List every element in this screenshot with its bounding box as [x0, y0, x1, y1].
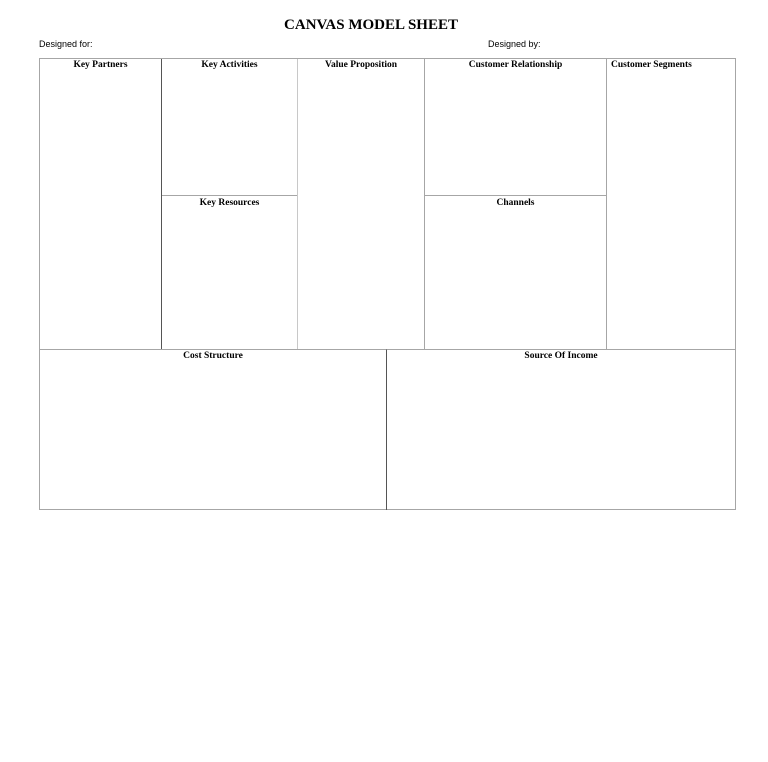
channels-heading: Channels: [496, 198, 535, 208]
key-partners-block[interactable]: [40, 59, 162, 350]
canvas-grid: [39, 58, 736, 510]
designed-by-label: Designed by:: [488, 39, 541, 49]
key-activities-block[interactable]: [162, 59, 297, 196]
value-proposition-block[interactable]: [297, 59, 425, 350]
customer-relationship-block[interactable]: [425, 59, 606, 196]
value-proposition-heading: Value Proposition: [324, 60, 398, 70]
source-of-income-block[interactable]: [387, 349, 735, 510]
key-activities-heading: Key Activities: [201, 60, 258, 70]
key-resources-heading: Key Resources: [199, 198, 260, 208]
cost-structure-heading: Cost Structure: [183, 351, 243, 361]
designed-for-label: Designed for:: [39, 39, 93, 49]
key-resources-block[interactable]: [162, 196, 297, 350]
customer-relationship-heading: Customer Relationship: [468, 60, 563, 70]
page-title: CANVAS MODEL SHEET: [284, 17, 458, 33]
source-of-income-heading: Source Of Income: [524, 351, 598, 361]
key-partners-heading: Key Partners: [73, 60, 128, 70]
cost-structure-block[interactable]: [40, 349, 387, 510]
channels-block[interactable]: [425, 196, 606, 350]
customer-segments-block[interactable]: [606, 59, 737, 350]
customer-segments-heading: Customer Segments: [611, 60, 692, 70]
